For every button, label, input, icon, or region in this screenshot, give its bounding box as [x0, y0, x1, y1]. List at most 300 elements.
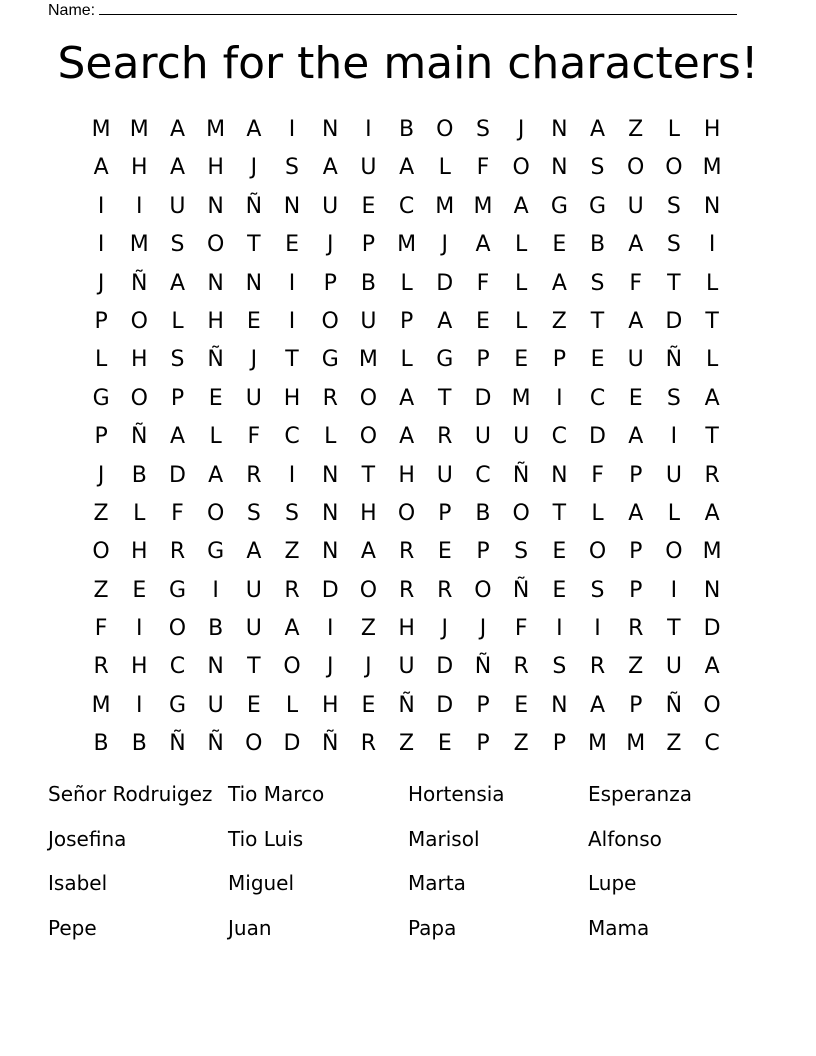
grid-letter: N	[321, 462, 339, 488]
grid-letter: Z	[551, 308, 567, 334]
grid-row	[82, 533, 731, 571]
grid-row	[82, 572, 731, 610]
grid-letter: N	[703, 193, 721, 219]
grid-letter: R	[398, 577, 415, 603]
grid-letter: O	[359, 577, 378, 603]
grid-letter: J	[517, 117, 525, 142]
grid-letter: U	[436, 462, 453, 488]
grid-letter: P	[552, 731, 566, 757]
grid-letter: S	[514, 539, 529, 565]
grid-letter: T	[705, 424, 719, 450]
grid-letter: T	[361, 462, 376, 488]
grid-letter: G	[589, 193, 607, 219]
grid-letter: Ñ	[665, 347, 683, 373]
grid-letter: F	[476, 155, 490, 181]
grid-letter: C	[475, 462, 491, 488]
grid-letter: A	[399, 424, 415, 450]
letter-grid	[82, 111, 731, 764]
word-bank-item: Esperanza	[588, 782, 692, 806]
grid-letter: H	[283, 385, 301, 411]
grid-letter: D	[474, 385, 492, 411]
grid-letter: I	[136, 692, 143, 718]
grid-letter: P	[476, 692, 490, 718]
grid-letter: N	[551, 117, 568, 142]
grid-letter: D	[283, 731, 301, 757]
grid-letter: E	[476, 308, 490, 334]
grid-letter: L	[705, 347, 719, 373]
grid-letter: A	[399, 385, 415, 411]
grid-letter: M	[473, 193, 493, 219]
grid-letter: I	[288, 308, 296, 334]
grid-letter: P	[629, 577, 643, 603]
grid-letter: R	[169, 539, 186, 565]
grid-row	[82, 610, 731, 648]
grid-letter: R	[360, 731, 377, 757]
grid-letter: Ñ	[245, 193, 263, 219]
word-bank-item: Miguel	[228, 871, 295, 896]
grid-letter: C	[169, 654, 186, 680]
grid-letter: I	[708, 232, 716, 258]
grid-letter: J	[250, 347, 258, 373]
grid-letter: D	[321, 577, 339, 603]
grid-letter: I	[97, 232, 105, 258]
grid-letter: U	[627, 347, 644, 373]
grid-letter: N	[703, 577, 721, 603]
grid-letter: A	[628, 308, 644, 334]
grid-letter: U	[665, 462, 682, 488]
grid-letter: B	[208, 616, 224, 642]
grid-letter: Ñ	[207, 731, 224, 757]
word-bank-item: Isabel	[48, 871, 108, 896]
grid-letter: E	[514, 347, 529, 373]
grid-letter: L	[515, 308, 528, 334]
word-bank-item: Marta	[408, 871, 466, 896]
grid-letter: P	[438, 500, 452, 526]
grid-letter: J	[97, 462, 105, 488]
grid-letter: I	[326, 616, 334, 642]
name-underline	[99, 0, 737, 15]
grid-letter: J	[441, 232, 449, 258]
word-bank-item: Alfonso	[588, 826, 662, 851]
grid-letter: H	[321, 692, 339, 718]
grid-row	[82, 111, 731, 149]
grid-letter: P	[629, 462, 643, 488]
grid-letter: R	[322, 385, 338, 411]
grid-letter: F	[514, 616, 528, 642]
grid-letter: O	[245, 731, 263, 757]
grid-letter: Z	[284, 539, 300, 565]
grid-letter: I	[556, 385, 563, 411]
grid-letter: N	[283, 193, 301, 219]
grid-letter: L	[400, 347, 413, 373]
grid-letter: A	[704, 385, 720, 411]
grid-letter: A	[628, 232, 644, 258]
grid-letter: L	[324, 424, 337, 450]
grid-letter: E	[628, 385, 643, 411]
grid-letter: R	[437, 424, 453, 450]
grid-letter: S	[170, 232, 185, 258]
grid-letter: U	[169, 193, 186, 219]
grid-letter: F	[171, 500, 184, 526]
grid-letter: B	[475, 500, 491, 526]
grid-letter: J	[479, 616, 487, 642]
grid-row	[82, 725, 731, 763]
grid-letter: E	[552, 232, 567, 258]
grid-letter: P	[323, 270, 337, 296]
grid-letter: B	[589, 232, 606, 258]
grid-row	[82, 418, 731, 456]
grid-letter: S	[285, 155, 300, 181]
grid-letter: Z	[360, 616, 376, 642]
grid-letter: I	[136, 193, 143, 219]
grid-letter: D	[168, 462, 186, 488]
grid-letter: C	[704, 731, 720, 757]
grid-letter: U	[360, 308, 377, 334]
grid-letter: S	[475, 117, 490, 142]
grid-row	[82, 648, 731, 686]
grid-row	[82, 226, 731, 264]
grid-letter: J	[326, 654, 334, 680]
grid-row	[82, 188, 731, 226]
grid-letter: P	[629, 692, 643, 718]
grid-letter: U	[245, 385, 262, 411]
grid-row	[82, 495, 731, 533]
word-bank-item: Tio Luis	[228, 826, 304, 851]
grid-letter: A	[360, 539, 376, 565]
grid-letter: N	[551, 462, 568, 488]
grid-letter: N	[321, 500, 339, 526]
grid-letter: M	[358, 347, 378, 373]
grid-letter: E	[285, 232, 299, 258]
grid-letter: N	[321, 117, 339, 142]
grid-letter: C	[284, 424, 300, 450]
grid-letter: Ñ	[398, 692, 415, 718]
word-bank-item: Lupe	[588, 871, 637, 896]
grid-letter: R	[284, 577, 300, 603]
grid-row	[82, 303, 731, 341]
grid-letter: I	[288, 270, 296, 296]
grid-letter: N	[551, 155, 568, 181]
grid-letter: Ñ	[169, 731, 186, 757]
grid-letter: S	[590, 270, 605, 296]
grid-letter: L	[515, 232, 528, 258]
grid-letter: M	[626, 731, 646, 757]
grid-letter: A	[475, 232, 491, 258]
grid-letter: F	[94, 616, 108, 642]
grid-letter: O	[283, 654, 301, 680]
grid-letter: S	[246, 500, 261, 526]
grid-letter: I	[365, 117, 372, 142]
grid-letter: P	[94, 424, 108, 450]
grid-letter: L	[400, 270, 413, 296]
grid-letter: Ñ	[474, 654, 492, 680]
grid-letter: Z	[93, 577, 109, 603]
grid-letter: H	[398, 462, 415, 488]
grid-letter: E	[590, 347, 605, 373]
grid-letter: O	[92, 539, 110, 565]
grid-letter: S	[170, 347, 185, 373]
grid-letter: A	[246, 117, 262, 142]
grid-letter: O	[168, 616, 187, 642]
grid-letter: U	[245, 616, 262, 642]
grid-letter: F	[476, 270, 490, 296]
word-bank	[48, 778, 768, 957]
grid-letter: R	[704, 462, 720, 488]
grid-letter: L	[667, 500, 681, 526]
grid-letter: A	[437, 308, 453, 334]
grid-letter: I	[288, 117, 296, 142]
grid-letter: O	[359, 385, 378, 411]
grid-letter: J	[250, 155, 258, 181]
grid-letter: U	[513, 424, 530, 450]
grid-letter: I	[97, 193, 105, 219]
grid-letter: R	[437, 577, 453, 603]
grid-letter: A	[208, 462, 224, 488]
grid-letter: E	[246, 308, 261, 334]
grid-letter: C	[398, 193, 415, 219]
grid-letter: A	[399, 155, 415, 181]
grid-letter: I	[136, 616, 143, 642]
grid-letter: L	[171, 308, 184, 334]
grid-letter: T	[285, 347, 299, 373]
page-title: Search for the main characters!	[57, 38, 759, 89]
grid-letter: M	[91, 692, 111, 718]
grid-row	[82, 341, 731, 379]
grid-letter: O	[588, 539, 607, 565]
grid-letter: O	[321, 308, 339, 334]
grid-letter: P	[361, 232, 376, 258]
grid-letter: T	[705, 308, 719, 334]
grid-letter: L	[133, 500, 146, 526]
grid-letter: O	[627, 155, 645, 181]
grid-letter: P	[476, 539, 490, 565]
grid-letter: F	[629, 270, 643, 296]
grid-letter: M	[435, 193, 455, 219]
grid-letter: P	[170, 385, 185, 411]
grid-letter: A	[322, 155, 338, 181]
grid-letter: M	[206, 117, 226, 142]
grid-letter: U	[245, 577, 262, 603]
grid-letter: F	[591, 462, 604, 488]
grid-letter: R	[398, 539, 415, 565]
grid-letter: O	[512, 155, 530, 181]
grid-letter: Z	[513, 731, 529, 757]
grid-letter: S	[666, 232, 681, 258]
word-bank-item: Mama	[588, 916, 650, 941]
grid-row	[82, 265, 731, 303]
grid-letter: H	[360, 500, 377, 526]
grid-letter: L	[667, 117, 681, 142]
grid-letter: Z	[399, 731, 415, 757]
grid-letter: N	[321, 539, 339, 565]
grid-letter: E	[361, 692, 376, 718]
grid-letter: D	[703, 616, 721, 642]
grid-letter: E	[437, 731, 452, 757]
grid-letter: R	[628, 616, 644, 642]
grid-letter: U	[474, 424, 492, 450]
grid-letter: B	[93, 731, 109, 757]
grid-letter: Z	[93, 500, 109, 526]
name-label: Name:	[48, 2, 96, 19]
grid-letter: Ñ	[131, 424, 148, 450]
word-bank-item: Tio Marco	[228, 782, 325, 806]
grid-letter: N	[207, 193, 224, 219]
grid-letter: S	[552, 654, 567, 680]
grid-letter: B	[360, 270, 376, 296]
grid-letter: Ñ	[131, 270, 148, 296]
grid-letter: R	[589, 654, 606, 680]
grid-letter: U	[627, 193, 644, 219]
grid-letter: H	[131, 654, 148, 680]
grid-letter: C	[589, 385, 606, 411]
grid-letter: U	[398, 654, 415, 680]
grid-letter: U	[207, 692, 224, 718]
grid-letter: P	[476, 731, 490, 757]
grid-letter: D	[436, 270, 454, 296]
grid-letter: A	[513, 193, 529, 219]
grid-letter: Ñ	[321, 731, 339, 757]
grid-letter: O	[130, 308, 148, 334]
grid-letter: A	[169, 117, 185, 142]
name-field	[48, 0, 737, 20]
grid-letter: G	[436, 347, 454, 373]
grid-letter: F	[247, 424, 261, 450]
grid-letter: P	[94, 308, 108, 334]
grid-letter: A	[169, 155, 185, 181]
grid-letter: O	[397, 500, 416, 526]
grid-letter: L	[285, 692, 299, 718]
grid-letter: R	[246, 462, 262, 488]
grid-letter: H	[207, 308, 224, 334]
grid-letter: T	[247, 232, 261, 258]
grid-letter: E	[514, 692, 529, 718]
grid-letter: P	[629, 539, 643, 565]
grid-letter: G	[207, 539, 225, 565]
grid-letter: S	[590, 577, 605, 603]
grid-letter: R	[93, 654, 109, 680]
grid-letter: L	[94, 347, 108, 373]
grid-letter: M	[129, 232, 149, 258]
grid-letter: Ñ	[207, 347, 224, 373]
grid-letter: A	[169, 424, 185, 450]
grid-letter: A	[704, 500, 720, 526]
grid-letter: I	[212, 577, 219, 603]
grid-letter: D	[436, 692, 454, 718]
grid-letter: H	[398, 616, 415, 642]
grid-letter: J	[326, 232, 334, 258]
grid-letter: N	[207, 270, 224, 296]
grid-letter: N	[207, 654, 224, 680]
word-bank-item: Papa	[408, 916, 457, 941]
grid-letter: M	[91, 117, 111, 142]
grid-letter: E	[437, 539, 452, 565]
grid-letter: M	[702, 539, 722, 565]
grid-letter: G	[92, 385, 110, 411]
grid-letter: L	[591, 500, 604, 526]
grid-letter: M	[588, 731, 608, 757]
grid-letter: U	[322, 193, 339, 219]
grid-letter: S	[666, 385, 681, 411]
grid-letter: D	[436, 654, 454, 680]
word-bank-item: Señor Rodruigez	[48, 782, 213, 806]
grid-letter: P	[399, 308, 414, 334]
grid-letter: A	[628, 424, 644, 450]
grid-letter: A	[704, 654, 720, 680]
word-bank-item: Hortensia	[408, 782, 505, 806]
grid-letter: E	[552, 539, 567, 565]
grid-letter: O	[665, 539, 683, 565]
grid-letter: O	[206, 232, 225, 258]
grid-letter: O	[474, 577, 492, 603]
grid-letter: T	[552, 500, 567, 526]
word-bank-item: Marisol	[408, 826, 480, 851]
grid-letter: P	[552, 347, 566, 373]
grid-letter: C	[551, 424, 568, 450]
grid-letter: D	[589, 424, 606, 450]
grid-letter: R	[513, 654, 529, 680]
grid-letter: M	[702, 155, 722, 181]
grid-letter: I	[670, 577, 678, 603]
grid-letter: L	[705, 270, 719, 296]
grid-letter: D	[665, 308, 683, 334]
grid-letter: T	[667, 616, 681, 642]
grid-letter: L	[515, 270, 528, 296]
grid-letter: H	[703, 117, 721, 142]
grid-letter: A	[93, 155, 109, 181]
grid-letter: E	[552, 577, 567, 603]
grid-letter: E	[132, 577, 147, 603]
grid-letter: I	[288, 462, 296, 488]
grid-letter: N	[551, 692, 568, 718]
grid-letter: E	[246, 692, 261, 718]
grid-letter: T	[247, 654, 261, 680]
grid-row	[82, 380, 731, 418]
grid-letter: H	[131, 155, 148, 181]
grid-letter: A	[284, 616, 300, 642]
grid-letter: O	[512, 500, 530, 526]
grid-letter: O	[665, 155, 683, 181]
grid-letter: J	[365, 654, 372, 680]
grid-letter: A	[246, 539, 262, 565]
grid-letter: Ñ	[665, 692, 683, 718]
grid-letter: G	[168, 692, 186, 718]
grid-letter: I	[556, 616, 563, 642]
grid-letter: O	[130, 385, 148, 411]
grid-letter: M	[511, 385, 531, 411]
grid-letter: I	[670, 424, 678, 450]
grid-letter: E	[361, 193, 376, 219]
grid-letter: H	[131, 539, 148, 565]
grid-letter: M	[129, 117, 149, 142]
grid-letter: Ñ	[512, 462, 530, 488]
grid-letter: T	[667, 270, 681, 296]
grid-letter: A	[590, 692, 606, 718]
grid-row	[82, 457, 731, 495]
grid-letter: J	[97, 270, 105, 296]
grid-letter: H	[207, 155, 224, 181]
grid-letter: A	[551, 270, 567, 296]
grid-letter: O	[436, 117, 454, 142]
grid-letter: G	[550, 193, 568, 219]
grid-letter: P	[476, 347, 490, 373]
grid-letter: T	[438, 385, 452, 411]
grid-row	[82, 687, 731, 725]
word-bank-item: Juan	[228, 916, 272, 941]
grid-letter: B	[399, 117, 415, 142]
grid-letter: A	[590, 117, 606, 142]
grid-letter: S	[285, 500, 300, 526]
grid-letter: U	[360, 155, 377, 181]
